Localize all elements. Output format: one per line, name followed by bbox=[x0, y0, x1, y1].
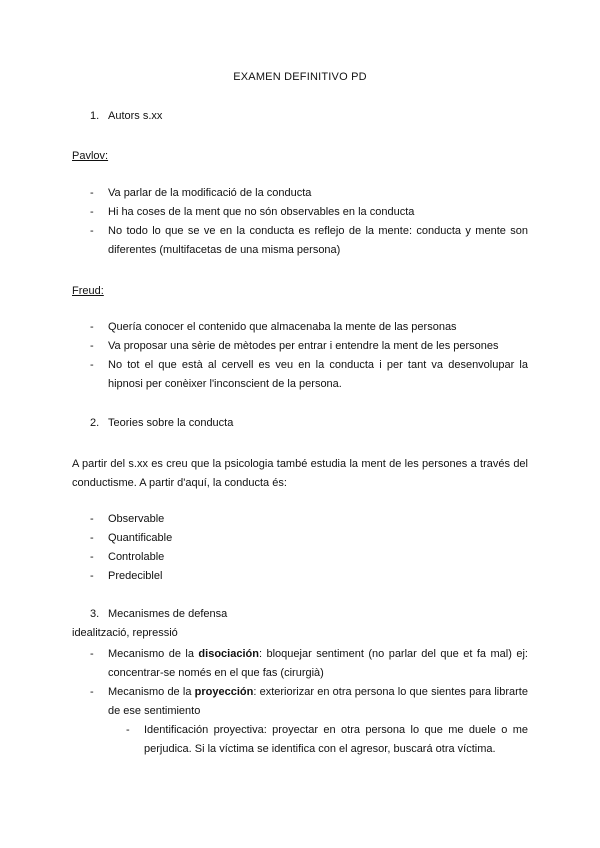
section-2-heading bbox=[90, 417, 233, 429]
document-page: EXAMEN DEFINITIVO PD 1. Autors s.xx Pavlov: - Va parlar de la modificació de la conducta - Hi ha coses de la ment que no són observables en la conducta - No todo lo que se ve en la conducta es reflejo de la mente: conducta y mente son diferentes (multifacetas de una misma persona) Freud: - Quería conocer el contenido que almacenaba la mente de las personas - Va proposar una sèrie de mètodes per entrar i entendre la ment de les persones - No tot el que està al cervell es veu en la conducta i per tant va desenvolupar la hipnosi per conèixer l'inconscient de la persona. 2. Teories sobre la conducta A partir del s.xx es creu que la psicologia també estudia la ment de les persones a través del conductisme. A partir d'aquí, la conducta és: - Observable - Quantificable - Controlable - Predeciblel 3. Mecanismes de defensa idealització, repressió - Mecanismo de la disociación: bloquejar sentiment (no parlar del que et fa mal) ej: concentrar-se només en el que fas (cirurgià) - Mecanismo de la proyección: exteriorizar en otra persona lo que sientes para librarte de ese sentimiento - Identificación proyectiva: proyectar en otra persona lo que me duele o me perjudica. Si la víctima se identifica con el agresor, buscará otra víctima. bbox=[0, 0, 600, 848]
section-3-number: 3. bbox=[90, 608, 100, 620]
section-3-heading bbox=[90, 608, 227, 620]
section-2-paragraph: A partir del s.xx es creu que la psicologia també estudia la ment de les persones a través del conductisme. A partir d'aquí, la conducta és: bbox=[72, 458, 528, 489]
section-2-number: 2. bbox=[90, 417, 100, 429]
term-proyeccion: proyección bbox=[194, 686, 254, 698]
section-1-number: 1. bbox=[90, 110, 100, 122]
freud-label: Freud: bbox=[72, 285, 104, 297]
pavlov-label: Pavlov: bbox=[72, 150, 109, 162]
section-1-title: Autors s.xx bbox=[108, 110, 163, 122]
section-1-heading bbox=[90, 110, 162, 122]
term-disociacion: disociación bbox=[198, 648, 259, 660]
section-3-title: Mecanismes de defensa bbox=[108, 608, 228, 620]
section-3-subline: idealització, repressió bbox=[72, 627, 178, 639]
page-title: EXAMEN DEFINITIVO PD bbox=[233, 71, 367, 83]
section-2-title: Teories sobre la conducta bbox=[108, 417, 234, 429]
